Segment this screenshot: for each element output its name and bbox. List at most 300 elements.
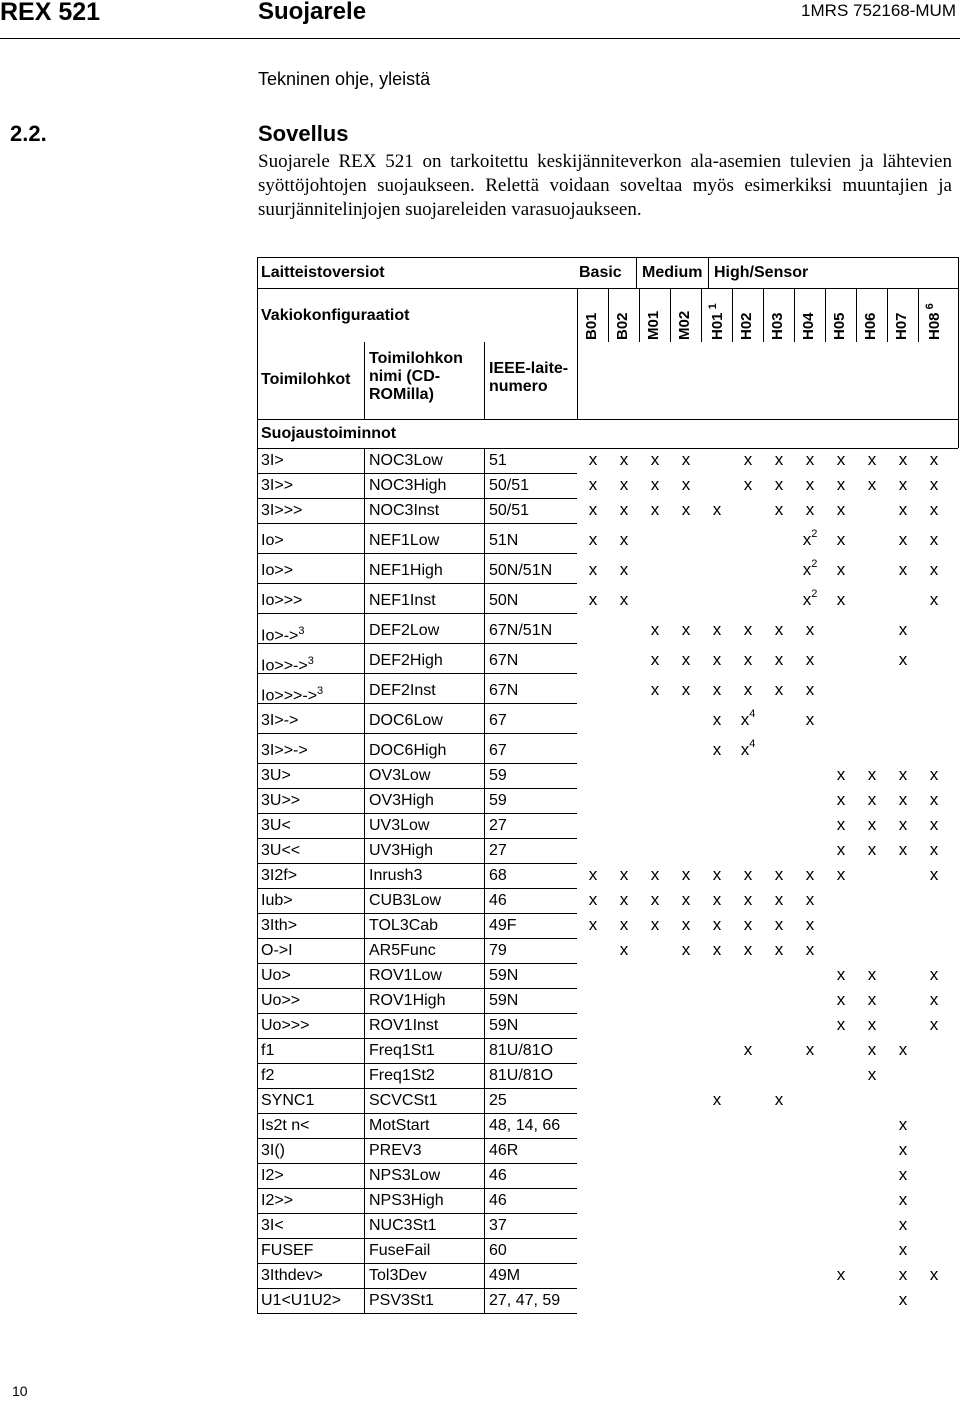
config-mark <box>801 501 819 519</box>
function-block-text: Uo> <box>261 967 291 984</box>
config-mark <box>770 891 788 909</box>
footnote-ref: 3 <box>317 685 324 697</box>
config-mark <box>677 476 695 494</box>
config-mark <box>925 791 943 809</box>
config-mark <box>770 1091 788 1109</box>
config-label-h06 <box>862 312 879 340</box>
mark-text: x <box>619 865 629 884</box>
footnote-ref: 6 <box>924 303 936 313</box>
config-mark <box>708 651 726 669</box>
mark-text: x <box>867 765 877 784</box>
table-rule <box>825 288 826 342</box>
row-ieee-number: 46 <box>489 1192 507 1209</box>
row-ieee-number: 27 <box>489 817 507 834</box>
table-rule <box>364 342 365 419</box>
row-ieee-number: 81U/81O <box>489 1042 554 1059</box>
row-rule <box>257 1063 577 1064</box>
config-mark <box>770 941 788 959</box>
mark-text: x <box>774 680 784 699</box>
mark-text: x <box>619 530 629 549</box>
function-block-text: Io>> <box>261 562 294 579</box>
row-block-name: NEF1High <box>369 562 443 579</box>
row-block-name: CUB3Low <box>369 892 442 909</box>
row-rule <box>257 838 577 839</box>
config-label-text: H03 <box>769 312 786 340</box>
table-rule <box>918 288 919 342</box>
mark-text: x <box>867 815 877 834</box>
function-block-text: 3Ithdev> <box>261 1267 323 1284</box>
row-rule <box>257 703 577 704</box>
mark-text: x <box>619 475 629 494</box>
config-label-h02 <box>738 312 755 340</box>
mark-text: x <box>867 840 877 859</box>
mark-text: x <box>836 990 846 1009</box>
row-function-block <box>261 622 304 645</box>
config-mark <box>739 476 757 494</box>
config-mark <box>646 451 664 469</box>
row-function-block <box>261 792 300 810</box>
function-block-text: 3I>>> <box>261 502 303 519</box>
row-function-block <box>261 767 291 785</box>
row-ieee-number: 79 <box>489 942 507 959</box>
row-rule <box>257 643 577 644</box>
mark-text: x <box>898 1290 908 1309</box>
config-mark <box>925 501 943 519</box>
mark-text: x <box>588 530 598 549</box>
row-rule <box>257 963 577 964</box>
mark-text: x <box>743 1040 753 1059</box>
page-number: 10 <box>12 1383 28 1399</box>
row-function-block <box>261 532 284 550</box>
config-mark <box>584 891 602 909</box>
mark-text: x <box>774 1090 784 1109</box>
mark-text: x <box>681 475 691 494</box>
mark-text: x <box>650 865 660 884</box>
mark-text: x <box>681 915 691 934</box>
row-function-block <box>261 942 293 960</box>
config-mark <box>584 501 602 519</box>
row-ieee-number: 46R <box>489 1142 519 1159</box>
mark-text: x <box>867 1015 877 1034</box>
mark-text: x <box>836 530 846 549</box>
row-rule <box>257 1188 577 1189</box>
config-mark <box>832 591 850 609</box>
mark-text: x <box>898 765 908 784</box>
function-block-text: 3U>> <box>261 792 301 809</box>
config-mark <box>615 866 633 884</box>
config-mark <box>832 561 850 579</box>
config-label-h04 <box>800 312 817 340</box>
mark-text: x <box>805 710 815 729</box>
mark-text: x <box>712 710 722 729</box>
mark-text: x <box>619 915 629 934</box>
mark-text: x <box>774 940 784 959</box>
config-mark <box>708 741 726 759</box>
config-label-m02 <box>676 311 693 340</box>
hardware-version-label: High/Sensor <box>714 264 809 281</box>
row-ieee-number: 37 <box>489 1217 507 1234</box>
function-block-text: I2>> <box>261 1192 294 1209</box>
config-mark <box>863 966 881 984</box>
mark-text: x <box>867 790 877 809</box>
config-mark <box>894 1141 912 1159</box>
config-mark <box>615 561 633 579</box>
row-block-name: TOL3Cab <box>369 917 439 934</box>
mark-text: x <box>929 865 939 884</box>
function-block-text: 3Ith> <box>261 917 298 934</box>
row-block-name: OV3Low <box>369 767 431 784</box>
config-mark <box>894 561 912 579</box>
config-mark <box>708 711 726 729</box>
row-rule <box>257 553 577 554</box>
mark-text: x <box>929 790 939 809</box>
row-ieee-number: 67 <box>489 712 507 729</box>
config-mark <box>925 841 943 859</box>
config-mark <box>677 681 695 699</box>
mark-text: x <box>650 650 660 669</box>
table-rule <box>577 288 578 419</box>
row-block-name: NPS3High <box>369 1192 444 1209</box>
mark-text: x <box>898 500 908 519</box>
table-rule <box>856 288 857 342</box>
mark-text: x <box>867 965 877 984</box>
mark-text: x <box>929 765 939 784</box>
row-rule <box>257 1113 577 1114</box>
function-block-text: FUSEF <box>261 1242 314 1259</box>
config-mark <box>708 681 726 699</box>
row-function-block <box>261 652 314 675</box>
table-left-border <box>257 257 258 1313</box>
config-mark <box>894 651 912 669</box>
mark-text: x <box>898 840 908 859</box>
row-function-block <box>261 967 291 985</box>
mark-text: x <box>805 620 815 639</box>
row-rule <box>257 863 577 864</box>
config-mark <box>615 891 633 909</box>
config-mark <box>615 591 633 609</box>
mark-text: x <box>805 475 815 494</box>
config-mark <box>584 451 602 469</box>
mark-text: x <box>650 915 660 934</box>
row-rule <box>257 583 577 584</box>
mark-text: x <box>867 1065 877 1084</box>
row-function-block <box>261 1042 274 1060</box>
row-function-block <box>261 1167 284 1185</box>
section-paragraph: Suojarele REX 521 on tarkoitettu keskijänniteverkon ala-asemien tulevien ja lähtevien syöttöjohtojen suojaukseen. Relettä voidaan soveltaa myös esimerkiksi muuntajien ja suurjännitelinjojen suojareleiden varasuojaukseen. <box>258 151 952 220</box>
mark-text: x <box>898 1215 908 1234</box>
row-block-name: Tol3Dev <box>369 1267 427 1284</box>
mark-text: x <box>898 1240 908 1259</box>
row-block-name: DEF2Inst <box>369 682 436 699</box>
row-ieee-number: 51 <box>489 452 507 469</box>
mark-text: x <box>712 1090 722 1109</box>
mark-text: x <box>867 450 877 469</box>
mark-text: x <box>740 740 750 759</box>
mark-text: x <box>588 560 598 579</box>
config-mark <box>801 528 819 549</box>
mark-text: x <box>774 865 784 884</box>
row-block-name: Freq1St1 <box>369 1042 435 1059</box>
config-mark <box>832 966 850 984</box>
row-function-block <box>261 712 298 730</box>
mark-text: x <box>619 500 629 519</box>
mark-text: x <box>681 865 691 884</box>
mark-text: x <box>898 475 908 494</box>
config-mark <box>925 1016 943 1034</box>
mark-text: x <box>805 1040 815 1059</box>
config-mark <box>894 1116 912 1134</box>
config-mark <box>894 501 912 519</box>
mark-text: x <box>802 560 812 579</box>
row-function-block <box>261 992 300 1010</box>
config-mark <box>832 991 850 1009</box>
table-rule <box>484 342 485 419</box>
row-block-name: ROV1High <box>369 992 446 1009</box>
mark-text: x <box>836 865 846 884</box>
mark-text: x <box>898 450 908 469</box>
row-function-block <box>261 1067 274 1085</box>
config-label-text: M01 <box>645 310 662 340</box>
config-mark <box>894 476 912 494</box>
config-mark <box>708 1091 726 1109</box>
row-ieee-number: 27 <box>489 842 507 859</box>
config-mark <box>677 916 695 934</box>
table-rule <box>732 288 733 342</box>
mark-text: x <box>929 1015 939 1034</box>
config-mark <box>739 451 757 469</box>
config-mark <box>925 531 943 549</box>
mark-text: x <box>929 965 939 984</box>
row-block-name: NEF1Inst <box>369 592 436 609</box>
row-function-block <box>261 1017 309 1035</box>
config-mark <box>894 1166 912 1184</box>
row-block-name: ROV1Low <box>369 967 442 984</box>
table-rule <box>701 288 702 342</box>
function-block-text: 3U<< <box>261 842 301 859</box>
row-block-name: SCVCSt1 <box>369 1092 438 1109</box>
config-label-h01 <box>707 303 726 340</box>
config-mark <box>646 476 664 494</box>
mark-text: x <box>619 450 629 469</box>
row-ieee-number: 46 <box>489 892 507 909</box>
mark-text: x <box>619 590 629 609</box>
column-header-function-block: Toimilohkot <box>261 371 351 388</box>
function-block-text: 3I>> <box>261 477 294 494</box>
config-mark <box>832 476 850 494</box>
config-mark <box>863 1041 881 1059</box>
config-label-text: H05 <box>831 312 848 340</box>
mark-text: x <box>681 890 691 909</box>
mark-text: x <box>588 475 598 494</box>
config-mark <box>739 1041 757 1059</box>
mark-text: x <box>898 790 908 809</box>
function-block-text: 3U< <box>261 817 291 834</box>
config-mark <box>739 891 757 909</box>
mark-text: x <box>712 915 722 934</box>
row-rule <box>257 1038 577 1039</box>
footnote-ref: 3 <box>298 625 305 637</box>
config-label-text: H06 <box>862 312 879 340</box>
mark-text: x <box>681 450 691 469</box>
row-block-name: UV3Low <box>369 817 430 834</box>
config-mark <box>770 501 788 519</box>
document-subtitle: Tekninen ohje, yleistä <box>258 69 431 89</box>
function-block-text: 3I2f> <box>261 867 298 884</box>
mark-text: x <box>588 865 598 884</box>
function-block-text: f1 <box>261 1042 275 1059</box>
row-ieee-number: 48, 14, 66 <box>489 1117 561 1134</box>
row-block-name: NOC3Low <box>369 452 443 469</box>
function-block-text: 3I>-> <box>261 712 299 729</box>
row-rule <box>257 523 577 524</box>
row-function-block <box>261 842 300 860</box>
row-function-block <box>261 1267 323 1285</box>
config-mark <box>739 621 757 639</box>
mark-text: x <box>650 620 660 639</box>
mark-text: x <box>929 475 939 494</box>
footnote-ref: 1 <box>707 303 719 313</box>
mark-text: x <box>712 740 722 759</box>
mark-text: x <box>836 765 846 784</box>
config-mark <box>863 791 881 809</box>
function-block-text: O->I <box>261 942 293 959</box>
mark-text: x <box>712 500 722 519</box>
config-mark <box>646 866 664 884</box>
row-rule <box>257 1013 577 1014</box>
config-mark <box>894 1216 912 1234</box>
mark-text: x <box>836 590 846 609</box>
row-block-name: NOC3Inst <box>369 502 440 519</box>
function-block-text: 3I> <box>261 452 284 469</box>
footnote-ref: 2 <box>811 558 818 570</box>
config-mark <box>894 621 912 639</box>
mark-text: x <box>743 890 753 909</box>
row-function-block <box>261 867 297 885</box>
row-function-block <box>261 1117 309 1135</box>
mark-text: x <box>805 940 815 959</box>
hardware-version-label: Medium <box>642 264 703 281</box>
row-ieee-number: 59N <box>489 967 519 984</box>
section-title: Sovellus <box>258 121 349 146</box>
row-rule <box>257 1088 577 1089</box>
mark-text: x <box>929 560 939 579</box>
config-mark <box>770 621 788 639</box>
config-mark <box>832 866 850 884</box>
row-block-name: OV3High <box>369 792 434 809</box>
config-label-text: H02 <box>738 312 755 340</box>
mark-text: x <box>805 450 815 469</box>
config-mark <box>801 451 819 469</box>
config-label-text: B02 <box>614 312 631 340</box>
config-mark <box>925 766 943 784</box>
protection-functions-label: Suojaustoiminnot <box>261 425 397 442</box>
row-block-name: Freq1St2 <box>369 1067 435 1084</box>
function-block-text: Io>-> <box>261 627 299 645</box>
mark-text: x <box>774 915 784 934</box>
config-label-h07 <box>893 312 910 340</box>
mark-text: x <box>898 530 908 549</box>
config-mark <box>894 1266 912 1284</box>
config-label-h08 <box>924 303 943 340</box>
row-function-block <box>261 817 291 835</box>
mark-text: x <box>740 710 750 729</box>
row-rule <box>257 473 577 474</box>
mark-text: x <box>743 450 753 469</box>
row-function-block <box>261 1242 313 1260</box>
function-block-text: Uo>>> <box>261 1017 310 1034</box>
row-block-name: PSV3St1 <box>369 1292 434 1309</box>
row-ieee-number: 59N <box>489 992 519 1009</box>
config-mark <box>832 816 850 834</box>
config-mark <box>925 866 943 884</box>
config-label-b02 <box>614 312 631 340</box>
config-mark <box>801 711 819 729</box>
mark-text: x <box>588 450 598 469</box>
row-ieee-number: 67 <box>489 742 507 759</box>
function-block-text: Io>>> <box>261 592 303 609</box>
config-mark <box>894 791 912 809</box>
function-block-text: 3U> <box>261 767 291 784</box>
config-label-text: H04 <box>800 312 817 340</box>
config-mark <box>615 531 633 549</box>
mark-text: x <box>805 680 815 699</box>
mark-text: x <box>898 1265 908 1284</box>
mark-text: x <box>802 590 812 609</box>
config-mark <box>677 891 695 909</box>
config-mark <box>708 916 726 934</box>
config-mark <box>894 841 912 859</box>
config-mark <box>832 791 850 809</box>
document-title: Suojarele <box>258 0 367 25</box>
mark-text: x <box>681 680 691 699</box>
row-function-block <box>261 502 302 520</box>
config-mark <box>801 941 819 959</box>
mark-text: x <box>681 940 691 959</box>
row-rule <box>257 763 577 764</box>
row-block-name: Inrush3 <box>369 867 423 884</box>
mark-text: x <box>743 475 753 494</box>
row-function-block <box>261 452 284 470</box>
hardware-version-label: Basic <box>579 264 622 281</box>
table-rule <box>794 288 795 342</box>
mark-text: x <box>650 450 660 469</box>
config-mark <box>832 1016 850 1034</box>
mark-text: x <box>712 890 722 909</box>
config-mark <box>801 588 819 609</box>
mark-text: x <box>650 890 660 909</box>
mark-text: x <box>929 590 939 609</box>
config-label-text: B01 <box>583 312 600 340</box>
config-mark <box>894 531 912 549</box>
row-ieee-number: 50N <box>489 592 519 609</box>
mark-text: x <box>650 475 660 494</box>
row-block-name: AR5Func <box>369 942 436 959</box>
mark-text: x <box>588 890 598 909</box>
config-label-text: H07 <box>893 312 910 340</box>
config-mark <box>863 1066 881 1084</box>
row-block-name: NPS3Low <box>369 1167 441 1184</box>
function-block-text: Io> <box>261 532 284 549</box>
function-block-text: Io>>-> <box>261 657 308 675</box>
table-rule <box>364 448 365 1313</box>
row-ieee-number: 68 <box>489 867 507 884</box>
config-mark <box>925 1266 943 1284</box>
mark-text: x <box>743 650 753 669</box>
function-block-text: 3I>>-> <box>261 742 308 759</box>
config-mark <box>584 561 602 579</box>
config-mark <box>615 501 633 519</box>
config-mark <box>708 501 726 519</box>
